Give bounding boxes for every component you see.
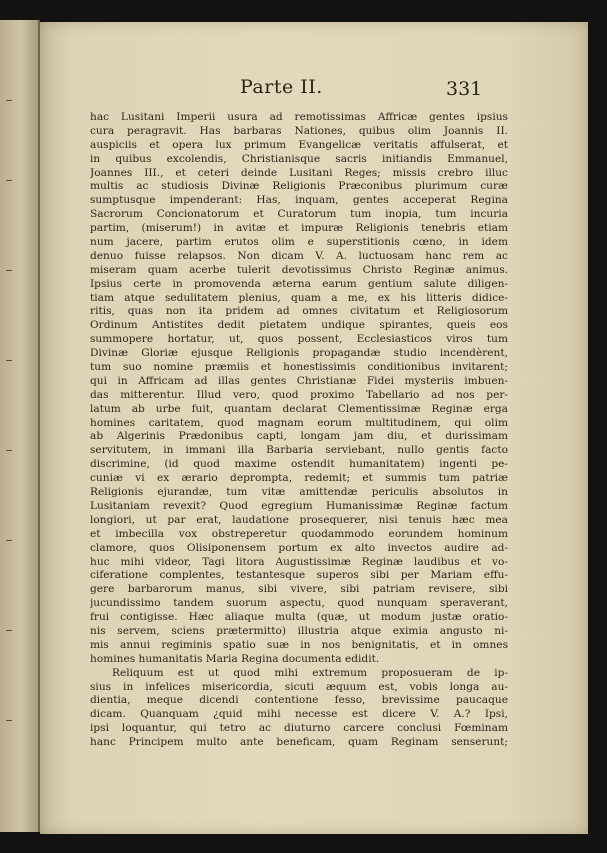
edge-mark <box>6 100 12 101</box>
text-line: ritis, quas non ita pridem ad omnes civitatum et Religiosorum <box>90 305 508 318</box>
text-line: huc mihi videor, Tagi litora Augustissimæ Reginæ laudibus et vo- <box>90 555 508 568</box>
text-line: miseram quam acerbe tulerit devotissimus Christo Reginæ animus. <box>90 263 508 276</box>
text-line: dientia, meque dicendi contentione fesso, brevissime paucaque <box>90 694 508 707</box>
text-line: dicam. Quanquam ¿quid mihi necesse est dicere V. A.? Ipsi, <box>90 708 508 721</box>
text-line: Joannes III., et ceteri deinde Lusitani Reges; missis crebro illuc <box>90 166 508 179</box>
text-line: cura peragravit. Has barbaras Nationes, quibus olim Joannis II. <box>90 124 508 137</box>
text-line: nis servem, sciens prætermitto) illustria atque eximia angusto ni- <box>90 624 508 637</box>
text-line: num jacere, partim erutos olim e superstitionis cœno, in idem <box>90 236 508 249</box>
text-line: jucundissimo tandem suorum aspectu, quod nunquam speraverant, <box>90 597 508 610</box>
text-line: sumptusque impenderant: Has, inquam, gentes acceperat Regina <box>90 194 508 207</box>
text-line: cuniæ vi ex ærario deprompta, redemit; et summis tum patriæ <box>90 472 508 485</box>
edge-mark <box>6 540 12 541</box>
text-line: servitutem, in immani illa Barbaria serviebant, nullo gentis facto <box>90 444 508 457</box>
text-line: multis ac studiosis Divinæ Religionis Præconibus plurimum curæ <box>90 180 508 193</box>
text-line: Lusitaniam revexit? Quod egregium Humanissimæ Reginæ factum <box>90 499 508 512</box>
text-line: tum suo nomine præmiis et honestissimis conditionibus invitarent; <box>90 361 508 374</box>
text-line: et imbecilla vox obstreperetur quodammodo eorundem hominum <box>90 527 508 540</box>
text-line: ipsi loquantur, qui tetro ac diuturno carcere conclusi Fœminam <box>90 722 508 735</box>
text-line: das mitterentur. Illud vero, quod proximo Tabellario ad nos per- <box>90 388 508 401</box>
text-line: homines humanitatis Maria Regina documenta edidit. <box>90 652 380 665</box>
text-line: longiori, ut par erat, laudatione prosequerer, nisi tenuis hæc mea <box>90 513 508 526</box>
edge-mark <box>6 180 12 181</box>
edge-mark <box>6 360 12 361</box>
text-line: Ordinum Antistites dedit pietatem undique spirantes, queis eos <box>90 319 508 332</box>
text-line: summopere hortatur, ut, quos possent, Ecclesiasticos viros tum <box>90 333 508 346</box>
edge-mark <box>6 270 12 271</box>
text-line: ciferatione complentes, testantesque superos sibi per Mariam effu- <box>90 569 508 582</box>
page-header <box>40 76 588 106</box>
edge-mark <box>6 720 12 721</box>
text-line: auspiciis et opera lux primum Evangelicæ veritatis affulserat, et <box>90 138 508 151</box>
text-line: partim, (miserum!) in avitæ et impuræ Religionis tenebris etiam <box>90 222 508 235</box>
text-line: latum ab urbe fuit, quantam declarat Clementissimæ Reginæ erga <box>90 402 508 415</box>
body-text <box>90 111 508 750</box>
text-line: discrimine, (id quod maxime ostendit humanitatem) ingenti pe- <box>90 458 508 471</box>
text-line: hac Lusitani Imperii usura ad remotissimas Affricæ gentes ipsius <box>90 111 508 123</box>
facing-page-edge <box>0 20 40 832</box>
text-line: homines caritatem, quod magnam eorum multitudinem, qui olim <box>90 416 508 429</box>
text-line: gere barbarorum manus, sibi vivere, sibi patriam revisere, sibi <box>90 583 508 596</box>
text-line: Sacrorum Concionatorum et Curatorum tum inopia, tum incuria <box>90 208 508 221</box>
text-line: Divinæ Gloriæ ejusque Religionis propagandæ studio incendèrent, <box>90 347 508 360</box>
text-line: ab Algerinis Prædonibus capti, longam jam diu, et durissimam <box>90 430 508 443</box>
page-number: 331 <box>446 78 483 100</box>
edge-mark <box>6 450 12 451</box>
text-line: Ipsius certe in promovenda æterna earum gentium salute diligen- <box>90 277 508 290</box>
edge-mark <box>6 630 12 631</box>
text-line: Reliquum est ut quod mihi extremum proposueram de ip- <box>112 666 508 679</box>
text-line: in quibus excolendis, Christianisque sacris initiandis Emmanuel, <box>90 152 508 165</box>
running-head: Parte II. <box>240 76 323 98</box>
text-line: qui in Affricam ad illas gentes Christianæ Fidei mysteriis imbuen- <box>90 374 508 387</box>
text-line: Religionis ejurandæ, tum vitæ amittendæ periculis absolutos in <box>90 486 508 499</box>
paragraph <box>90 111 508 667</box>
text-line: sius in infelices misericordia, sicuti æquum est, vobis longa au- <box>90 680 508 693</box>
paragraph <box>90 667 508 750</box>
text-line: mis annui regiminis spatio suæ in nos benignitatis, et in omnes <box>90 638 508 651</box>
book-page <box>40 22 588 834</box>
text-line: denuo fuisse relapsos. Non dicam V. A. luctuosam hanc rem ac <box>90 249 508 262</box>
text-line: hanc Principem multo ante beneficam, quam Reginam senserunt; <box>90 736 508 749</box>
text-line: frui contigisse. Hæc aliaque multa (quæ, ut modum justæ oratio- <box>90 611 508 624</box>
text-line: tiam atque sedulitatem plenius, quam a me, ex his litteris didice- <box>90 291 508 304</box>
text-line: clamore, quos Olisiponensem portum ex alto invectos audire ad- <box>90 541 508 554</box>
